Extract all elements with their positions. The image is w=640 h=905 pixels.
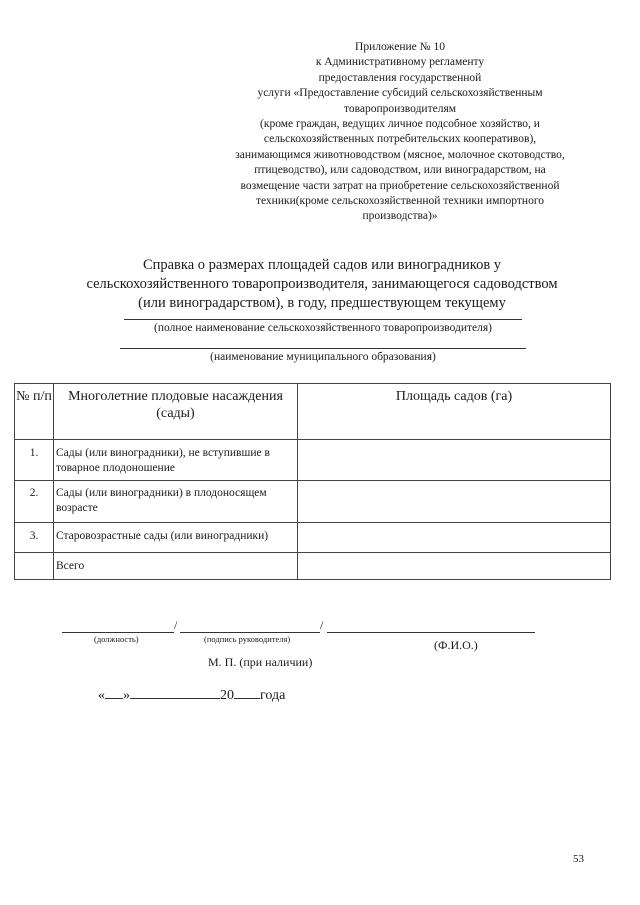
row-area-cell[interactable] — [298, 553, 611, 580]
stamp-caption: М. П. (при наличии) — [208, 655, 313, 669]
appendix-line: занимающимся животноводством (мясное, молочное скотоводство, — [235, 148, 565, 161]
municipality-caption: (наименование муниципального образования) — [210, 351, 436, 363]
title-line: сельскохозяйственного товаропроизводителя, занимающегося садоводством — [86, 276, 558, 292]
date-year-blank[interactable] — [234, 686, 260, 699]
fio-caption: (Ф.И.О.) — [434, 638, 478, 652]
date-year-suffix: года — [260, 688, 286, 703]
title-line: (или виноградарством), в году, предшествующем текущему — [138, 295, 506, 311]
row-num — [15, 553, 54, 580]
row-name: Старовозрастные сады (или виноградники) — [54, 523, 298, 553]
appendix-line: предоставления государственной — [318, 71, 482, 84]
producer-name-caption: (полное наименование сельскохозяйственного товаропроизводителя) — [154, 322, 492, 334]
date-close-quote: » — [123, 688, 130, 703]
appendix-header — [200, 40, 600, 225]
table-row — [15, 481, 611, 523]
row-area-cell[interactable] — [298, 440, 611, 481]
appendix-line: товаропроизводителям — [343, 102, 457, 115]
garden-area-table — [14, 383, 611, 580]
appendix-line: сельскохозяйственных потребительских кооперативов), — [263, 133, 537, 146]
header-num: № п/п — [15, 384, 54, 440]
header-area: Площадь садов (га) — [298, 384, 611, 440]
appendix-line: к Административному регламенту — [315, 56, 485, 69]
row-area-cell[interactable] — [298, 523, 611, 553]
signature-line[interactable] — [180, 632, 320, 633]
row-name: Сады (или виноградники) в плодоносящем возрасте — [54, 481, 298, 523]
date-day-blank[interactable] — [105, 686, 123, 699]
municipality-line[interactable] — [120, 348, 526, 349]
signature-slash: / — [174, 618, 178, 632]
appendix-line: техники(кроме сельскохозяйственной техники импортного — [255, 195, 545, 208]
appendix-line: Приложение № 10 — [355, 41, 445, 53]
table-row — [15, 440, 611, 481]
table-row — [15, 523, 611, 553]
position-caption: (должность) — [94, 634, 139, 644]
date-open-quote: « — [98, 688, 105, 703]
appendix-line: возмещение части затрат на приобретение сельскохозяйственной — [240, 179, 560, 192]
header-name: Многолетние плодовые насаждения (сады) — [54, 384, 298, 440]
row-num: 1. — [15, 440, 54, 481]
row-num: 3. — [15, 523, 54, 553]
table-row-total — [15, 553, 611, 580]
signature-slash: / — [320, 618, 324, 632]
producer-name-line[interactable] — [124, 319, 522, 320]
date-month-blank[interactable] — [130, 686, 220, 699]
document-title — [40, 256, 604, 313]
appendix-line: производства)» — [362, 210, 438, 223]
row-name: Сады (или виноградники), не вступившие в товарное плодоношение — [54, 440, 298, 481]
fio-line[interactable] — [327, 632, 535, 633]
appendix-line: услуги «Предоставление субсидий сельскохозяйственным — [257, 87, 543, 100]
title-line: Справка о размерах площадей садов или виноградников у — [142, 257, 502, 273]
page-number: 53 — [573, 853, 584, 865]
signature-caption: (подпись руководителя) — [204, 634, 291, 644]
position-line[interactable] — [62, 632, 174, 633]
row-name: Всего — [54, 553, 298, 580]
row-area-cell[interactable] — [298, 481, 611, 523]
date-year-prefix: 20 — [220, 688, 234, 703]
row-num: 2. — [15, 481, 54, 523]
date-field — [98, 686, 285, 704]
appendix-line: птицеводство), или садоводством, или виноградарством, на — [254, 164, 546, 177]
appendix-line: (кроме граждан, ведущих личное подсобное хозяйство, и — [260, 118, 540, 131]
table-header-row — [15, 384, 611, 440]
